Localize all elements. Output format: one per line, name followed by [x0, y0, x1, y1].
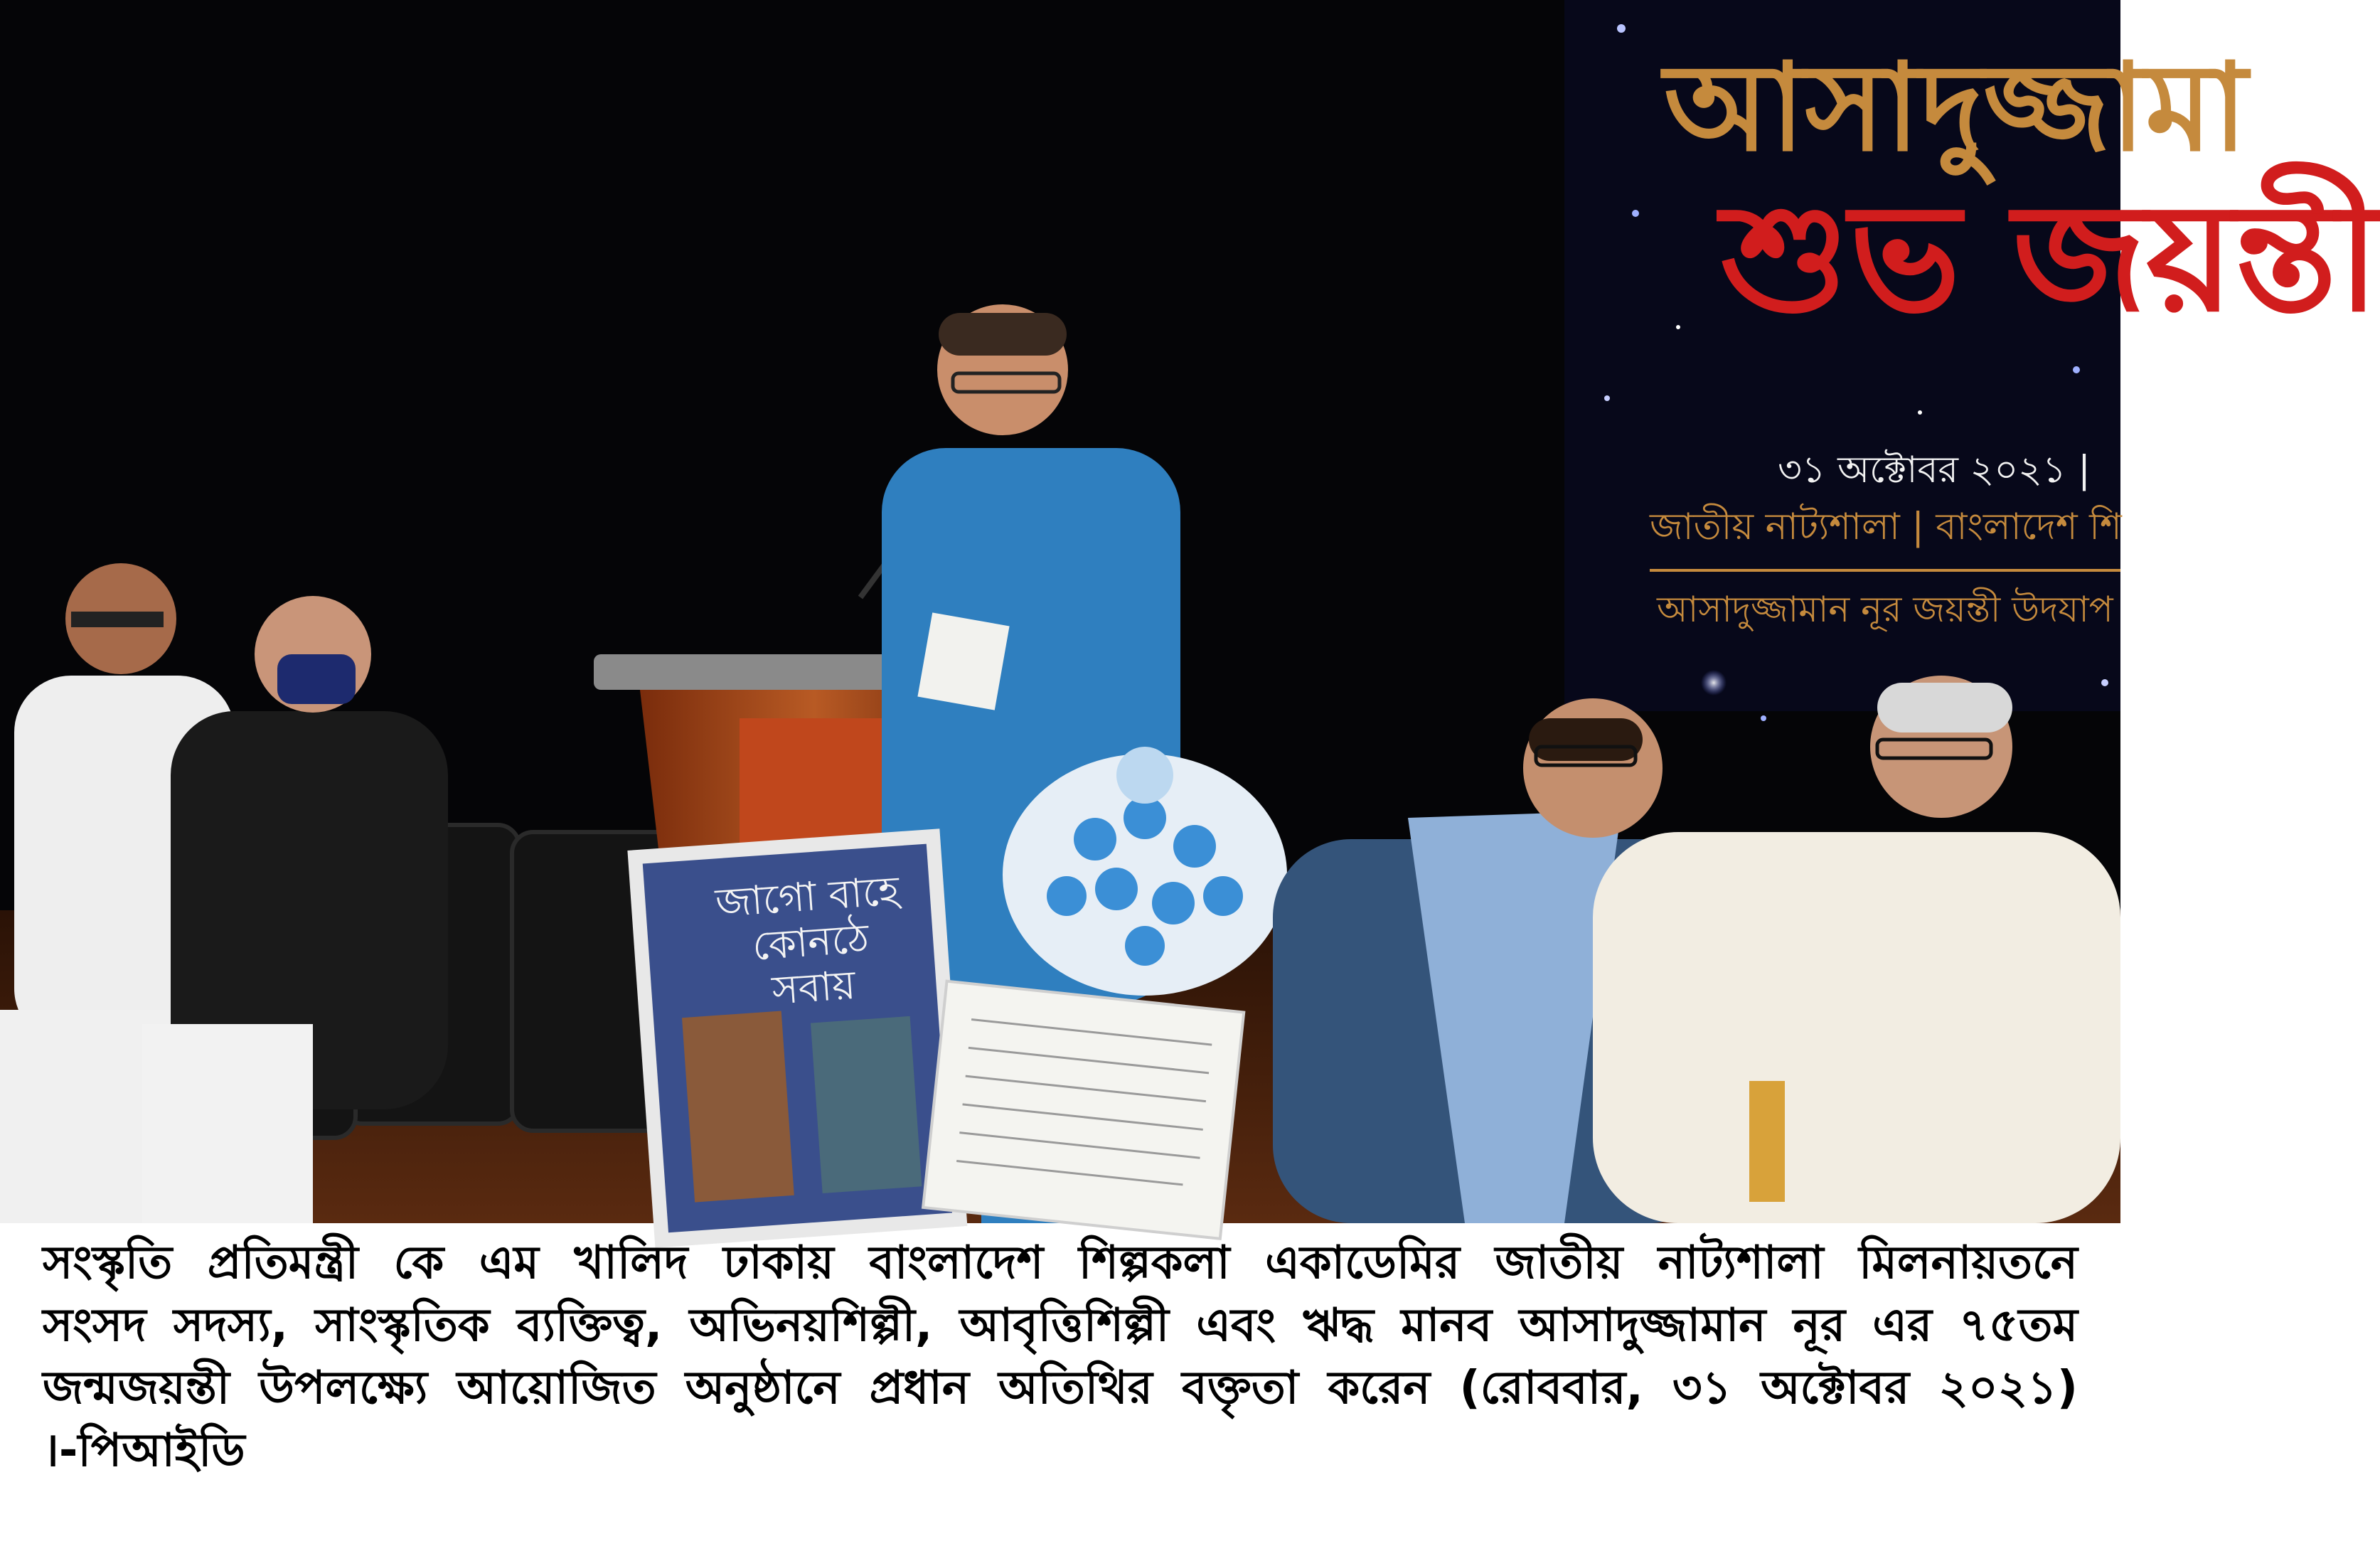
banner-organizer: আসাদুজ্জামান নূর জয়ন্তী উদযাপ [1657, 589, 2113, 630]
poster-title: জাগো বাহে কোনঠে সবায় [714, 868, 901, 1014]
banner-venue: জাতীয় নাট্যশালা | বাংলাদেশ শি [1650, 506, 2122, 548]
citation-plaque [923, 981, 1244, 1239]
banner-subtitle: শুভ জয়ন্তী [1721, 169, 2380, 345]
banner-date: ৩১ অক্টোবর ২০২১ | [1778, 449, 2091, 491]
banner-title: আসাদুজ্জামা [1664, 36, 2248, 178]
banner-divider [1650, 569, 2120, 572]
photo-caption: সংস্কৃতি প্রতিমন্ত্রী কে এম খালিদ ঢাকায় বাংলাদেশ শিল্পকলা একাডেমির জাতীয় নাট্যশালা মিলনায়তনে সংসদ সদস্য, সাংস্কৃতিক ব্যক্তিত্ব, অভিনয়শিল্পী, আবৃত্তিশিল্পী এবং ঋদ্ধ মানব আসাদুজ্জামান নূর এর ৭৫তম জন্মজয়ন্তী উপলক্ষ্যে আয়োজিত অনুষ্ঠানে প্রধান অতিথির বক্তৃতা করেন (রোববার, ৩১ অক্টোবর ২০২১) ।-পিআইডি [43, 1237, 2078, 1477]
